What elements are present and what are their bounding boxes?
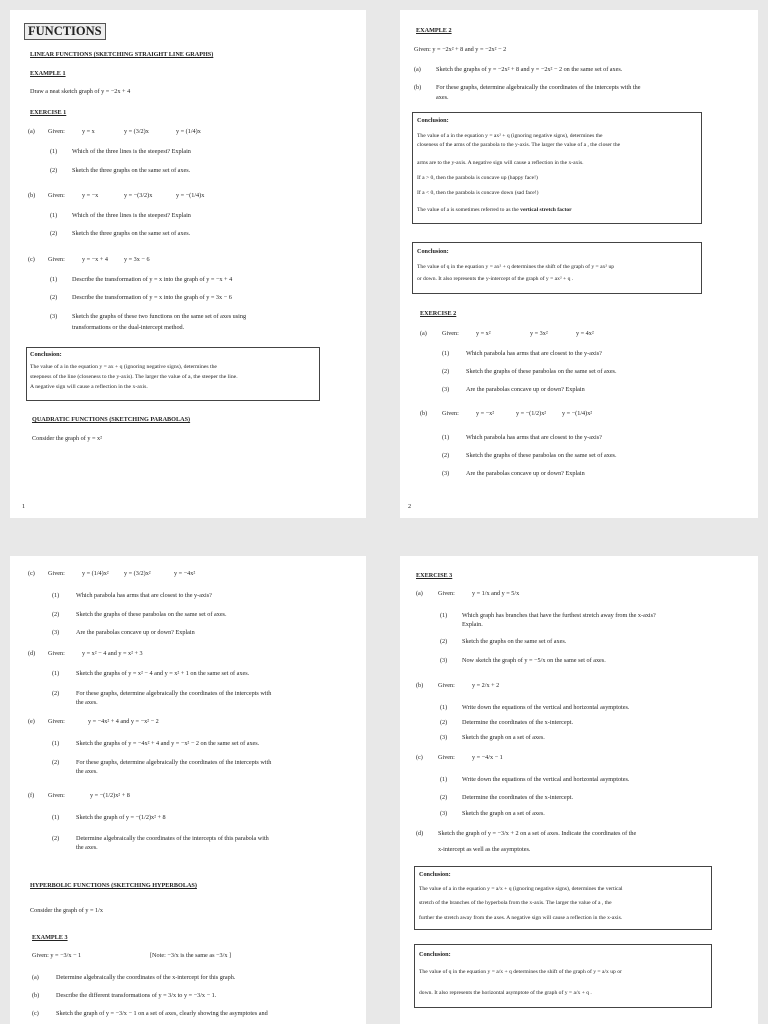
example-1-text: Draw a neat sketch graph of y = −2x + 4: [30, 88, 131, 95]
question-text: Sketch the graphs of y = x² − 4 and y = x² + 1 on the same set of axes.: [76, 670, 250, 677]
item-label: (c): [416, 754, 423, 761]
conclusion-line: A negative sign will cause a reflection in the x-axis.: [30, 384, 148, 390]
question-text: Sketch the graph on a set of axes.: [462, 734, 545, 741]
item-number: (1): [52, 740, 60, 747]
equation: y = −(1/2)x² + 8: [90, 792, 130, 799]
equation: y = x: [82, 128, 95, 135]
example-1-heading: EXAMPLE 1: [30, 70, 66, 77]
question-text: Sketch the graphs on the same set of axes.: [462, 638, 567, 645]
conclusion-emphasis: vertical stretch factor: [520, 207, 572, 213]
question-text: For these graphs, determine algebraically the coordinates of the intercepts with: [76, 690, 272, 697]
item-number: (1): [442, 350, 450, 357]
hyperbolic-intro-text: Consider the graph of y = 1/x: [30, 907, 103, 914]
item-label: (e): [28, 718, 35, 725]
item-number: (1): [52, 814, 60, 821]
item-label: (d): [416, 830, 424, 837]
question-text: transformations or the dual-intercept method.: [72, 324, 185, 331]
question-text: Are the parabolas concave up or down? Explain: [466, 386, 585, 393]
conclusion-box: [414, 866, 712, 930]
question-text: the axes.: [76, 768, 98, 775]
question-text: Sketch the graph of y = −3/x + 2 on a set of axes. Indicate the coordinates of the: [438, 830, 637, 837]
item-label: (b): [28, 192, 36, 199]
conclusion-line: down. It also represents the horizontal asymptote of the graph of y = a/x + q .: [419, 990, 592, 996]
question-text: Which parabola has arms that are closest to the y-axis?: [76, 592, 212, 599]
question-text: Which of the three lines is the steepest? Explain: [72, 148, 191, 155]
page-number: 1: [22, 503, 26, 510]
item-number: (1): [440, 612, 448, 619]
equation: y = 4x²: [576, 330, 594, 337]
equation: y = x² − 4 and y = x² + 3: [82, 650, 143, 657]
item-label: (a): [28, 128, 35, 135]
conclusion-line: The value of a in the equation y = ax + q (ignoring negative signs), determines the: [30, 364, 217, 370]
item-number: (3): [440, 657, 448, 664]
given-label: Given:: [48, 256, 65, 263]
example-3-given: Given: y = −3/x − 1: [32, 952, 82, 959]
conclusion-line: The value of q in the equation y = ax² + q determines the shift of the graph of y = ax² up: [417, 264, 615, 270]
given-label: Given:: [438, 682, 455, 689]
question-text: the axes.: [76, 699, 98, 706]
equation: y = −4x²: [174, 570, 196, 577]
item-number: (3): [442, 386, 450, 393]
conclusion-box: [26, 347, 320, 401]
equation: y = −4/x − 1: [472, 754, 503, 761]
question-text: Describe the transformation of y = x into the graph of y = −x + 4: [72, 276, 233, 283]
question-text: x-intercept as well as the asymptotes.: [438, 846, 531, 853]
item-number: (2): [50, 230, 58, 237]
question-text: For these graphs, determine algebraically the coordinates of the intercepts with: [76, 759, 272, 766]
conclusion-line: If a > 0, then the parabola is concave up (happy face!): [417, 175, 538, 181]
item-number: (2): [440, 638, 448, 645]
item-number: (1): [442, 434, 450, 441]
item-number: (1): [50, 212, 58, 219]
question-text: Sketch the graphs of these parabolas on the same set of axes.: [466, 368, 617, 375]
item-number: (1): [50, 276, 58, 283]
question-text: For these graphs, determine algebraically the coordinates of the intercepts with the: [436, 84, 641, 91]
question-text: Describe the different transformations of y = 3/x to y = −3/x − 1.: [56, 992, 217, 999]
conclusion-line: The value of q in the equation y = a/x + q determines the shift of the graph of y = a/x up or: [419, 969, 622, 975]
linear-functions-heading: LINEAR FUNCTIONS (SKETCHING STRAIGHT LINE GRAPHS): [30, 51, 214, 58]
question-text: Which parabola has arms that are closest to the y-axis?: [466, 434, 602, 441]
item-number: (2): [52, 759, 60, 766]
given-label: Given:: [438, 590, 455, 597]
conclusion-title: Conclusion:: [419, 951, 451, 958]
exercise-1-heading: EXERCISE 1: [30, 109, 67, 116]
given-label: Given:: [48, 570, 65, 577]
page-number: 2: [408, 503, 412, 510]
conclusion-line: If a < 0, then the parabola is concave down (sad face!): [417, 190, 539, 196]
item-label: (b): [32, 992, 40, 999]
item-number: (2): [50, 167, 58, 174]
conclusion-line: stretch of the branches of the hyperbola from the x-axis. The larger the value of a , the: [419, 900, 612, 906]
example-2-given: Given: y = −2x² + 8 and y = −2x² − 2: [414, 46, 507, 53]
exercise-2-heading: EXERCISE 2: [420, 310, 457, 317]
question-text: Sketch the graphs of these two functions on the same set of axes using: [72, 313, 247, 320]
item-number: (3): [440, 734, 448, 741]
equation: y = −x + 4: [82, 256, 108, 263]
equation: y = −x²: [476, 410, 495, 417]
given-label: Given:: [48, 192, 65, 199]
conclusion-line: The value of a in the equation y = ax² + q (ignoring negative signs), determines the: [417, 133, 603, 139]
question-text: Sketch the graphs of these parabolas on the same set of axes.: [76, 611, 227, 618]
given-label: Given:: [48, 650, 65, 657]
equation: y = −(3/2)x: [124, 192, 153, 199]
page-4: [400, 556, 758, 1024]
conclusion-line: closeness of the arms of the parabola to the y-axis. The larger the value of a , the closer the: [417, 142, 621, 148]
conclusion-title: Conclusion:: [419, 871, 451, 878]
question-text: Determine algebraically the coordinates of the x-intercept for this graph.: [56, 974, 236, 981]
conclusion-box: [414, 944, 712, 1008]
page-3: [10, 556, 366, 1024]
question-text: Sketch the three graphs on the same set of axes.: [72, 230, 191, 237]
conclusion-box: [412, 242, 702, 294]
question-text: Now sketch the graph of y = −5/x on the same set of axes.: [462, 657, 606, 664]
question-text: Write down the equations of the vertical and horizontal asymptotes.: [462, 704, 630, 711]
item-label: (c): [32, 1010, 39, 1017]
item-label: (a): [32, 974, 39, 981]
conclusion-line: The value of a in the equation y = a/x + q (ignoring negative signs), determines the vertical: [419, 886, 623, 892]
item-number: (3): [52, 629, 60, 636]
equation: y = (3/2)x²: [124, 570, 151, 577]
given-label: Given:: [442, 410, 459, 417]
question-text: Write down the equations of the vertical and horizontal asymptotes.: [462, 776, 630, 783]
item-number: (2): [52, 690, 60, 697]
equation: y = −(1/4)x²: [562, 410, 593, 417]
item-label: (a): [420, 330, 427, 337]
question-text: Sketch the graph of y = −(1/2)x² + 8: [76, 814, 166, 821]
item-label: (a): [414, 66, 421, 73]
item-number: (1): [52, 592, 60, 599]
item-number: (1): [52, 670, 60, 677]
question-text: Determine algebraically the coordinates of the intercepts of this parabola with: [76, 835, 269, 842]
item-number: (2): [442, 452, 450, 459]
item-number: (2): [442, 368, 450, 375]
conclusion-title: Conclusion:: [30, 351, 62, 358]
conclusion-line: further the stretch away from the axes. A negative sign will cause a reflection in the x-axis.: [419, 915, 623, 921]
question-text: the axes.: [76, 844, 98, 851]
item-label: (d): [28, 650, 36, 657]
question-text: Are the parabolas concave up or down? Explain: [466, 470, 585, 477]
item-number: (3): [442, 470, 450, 477]
question-text: Describe the transformation of y = x into the graph of y = 3x − 6: [72, 294, 232, 301]
question-text: Which parabola has arms that are closest to the y-axis?: [466, 350, 602, 357]
equation: y = (1/4)x²: [82, 570, 109, 577]
example-3-heading: EXAMPLE 3: [32, 934, 68, 941]
question-text: Are the parabolas concave up or down? Explain: [76, 629, 195, 636]
question-text: Determine the coordinates of the x-intercept.: [462, 719, 573, 726]
equation: y = x²: [476, 330, 491, 337]
equation: y = −4x² + 4 and y = −x² − 2: [88, 718, 159, 725]
equation: y = 2/x + 2: [472, 682, 500, 689]
given-label: Given:: [438, 754, 455, 761]
given-label: Given:: [48, 792, 65, 799]
conclusion-line: or down. It also represents the y-intercept of the graph of y = ax² + q .: [417, 276, 574, 282]
equation: y = −(1/4)x: [176, 192, 205, 199]
item-number: (2): [440, 719, 448, 726]
question-text: Sketch the graph of y = −3/x − 1 on a set of axes, clearly showing the asymptotes and: [56, 1010, 268, 1017]
question-text: Sketch the graph on a set of axes.: [462, 810, 545, 817]
item-label: (b): [414, 84, 422, 91]
equation: y = (3/2)x: [124, 128, 149, 135]
item-number: (1): [440, 776, 448, 783]
item-number: (1): [440, 704, 448, 711]
item-number: (2): [52, 611, 60, 618]
item-number: (2): [52, 835, 60, 842]
question-text: Which of the three lines is the steepest? Explain: [72, 212, 191, 219]
equation: y = −(1/2)x²: [516, 410, 547, 417]
item-label: (a): [416, 590, 423, 597]
conclusion-title: Conclusion:: [417, 248, 449, 255]
question-text: Sketch the graphs of y = −4x² + 4 and y = −x² − 2 on the same set of axes.: [76, 740, 260, 747]
equation: y = 3x²: [530, 330, 548, 337]
conclusion-text: The value of a is sometimes referred to as the: [417, 207, 521, 213]
item-label: (f): [28, 792, 35, 799]
item-label: (b): [416, 682, 424, 689]
question-text: axes.: [436, 94, 449, 101]
quadratic-intro-text: Consider the graph of y = x²: [32, 435, 102, 442]
given-label: Given:: [442, 330, 459, 337]
equation: y = (1/4)x: [176, 128, 201, 135]
item-label: (b): [420, 410, 428, 417]
item-label: (c): [28, 256, 35, 263]
question-text: Determine the coordinates of the x-intercept.: [462, 794, 573, 801]
conclusion-box: [412, 112, 702, 224]
given-label: Given:: [48, 718, 65, 725]
conclusion-line: [417, 206, 572, 214]
item-number: (3): [440, 810, 448, 817]
conclusion-title: Conclusion:: [417, 117, 449, 124]
quadratic-functions-heading: QUADRATIC FUNCTIONS (SKETCHING PARABOLAS): [32, 416, 191, 423]
exercise-3-heading: EXERCISE 3: [416, 572, 453, 579]
item-number: (2): [50, 294, 58, 301]
page-1: [10, 10, 366, 518]
given-label: Given:: [48, 128, 65, 135]
conclusion-line: steepness of the line (closeness to the y-axis). The larger the value of a, the steeper the line.: [30, 374, 238, 380]
equation: y = 3x − 6: [124, 256, 150, 263]
document-title: FUNCTIONS: [24, 23, 106, 40]
question-text: Sketch the three graphs on the same set of axes.: [72, 167, 191, 174]
example-2-heading: EXAMPLE 2: [416, 27, 452, 34]
page-2: [400, 10, 758, 518]
example-3-note: [Note: −3/x is the same as −3/x ]: [150, 952, 232, 959]
equation: y = 1/x and y = 5/x: [472, 590, 520, 597]
equation: y = −x: [82, 192, 99, 199]
question-text: Sketch the graphs of y = −2x² + 8 and y = −2x² − 2 on the same set of axes.: [436, 66, 623, 73]
item-label: (c): [28, 570, 35, 577]
conclusion-line: arms are to the y-axis. A negative sign will cause a reflection in the x-axis.: [417, 160, 584, 166]
question-text: Explain.: [462, 621, 483, 628]
question-text: Sketch the graphs of these parabolas on the same set of axes.: [466, 452, 617, 459]
question-text: Which graph has branches that have the furthest stretch away from the x-axis?: [462, 612, 656, 619]
item-number: (1): [50, 148, 58, 155]
hyperbolic-functions-heading: HYPERBOLIC FUNCTIONS (SKETCHING HYPERBOLAS): [30, 882, 197, 889]
item-number: (3): [50, 313, 58, 320]
item-number: (2): [440, 794, 448, 801]
